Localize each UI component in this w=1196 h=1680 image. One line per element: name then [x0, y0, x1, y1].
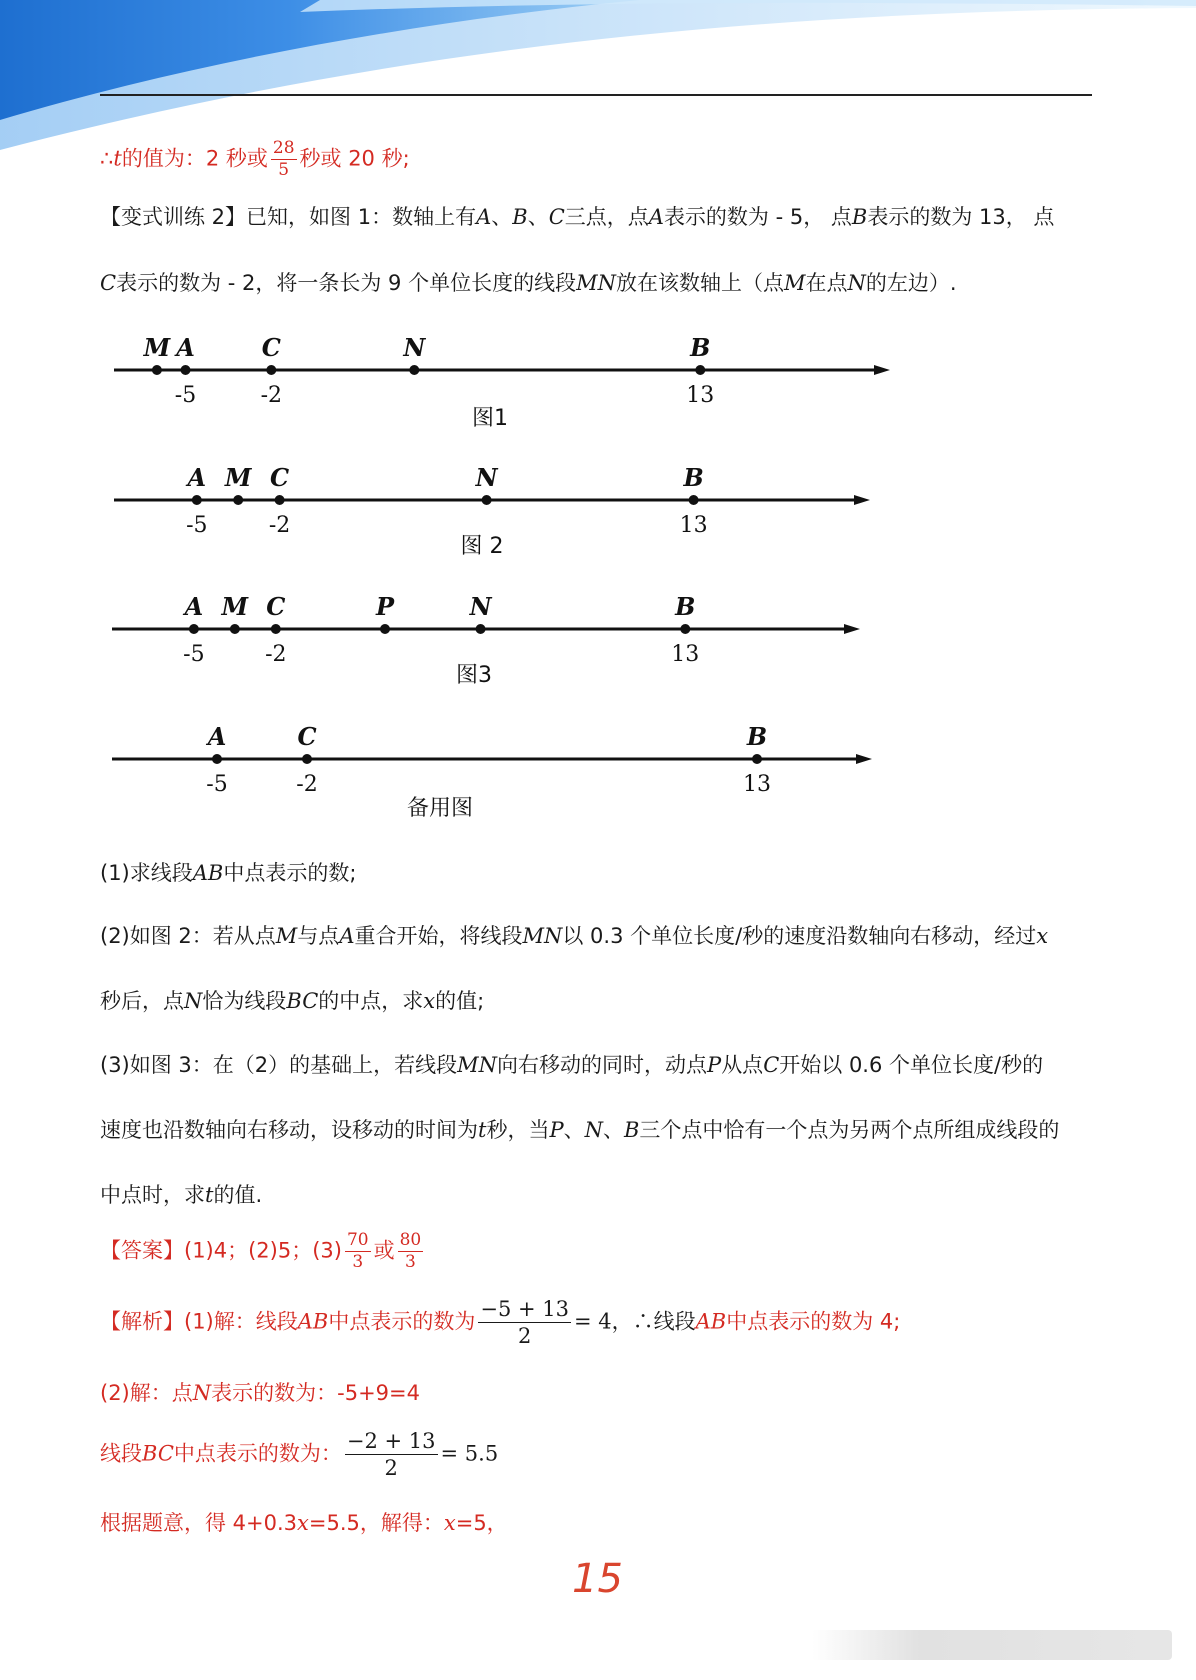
point-label-C: C: [261, 333, 281, 362]
tick-label: 13: [671, 642, 700, 667]
tick-label: 13: [743, 772, 771, 797]
text: = 5.5: [440, 1441, 499, 1466]
variable: MN: [522, 924, 563, 948]
point-C: [266, 365, 276, 375]
point-label-A: A: [176, 333, 195, 362]
text: 的值为：2 秒或: [121, 146, 268, 171]
tick-label: -5: [206, 772, 228, 797]
fraction: [345, 1428, 438, 1481]
answer-line: [100, 1230, 1100, 1273]
point-label-P: P: [375, 592, 395, 621]
explanation-line-2: [100, 1378, 1100, 1408]
text: 与点: [297, 924, 340, 948]
point-B: [752, 754, 762, 764]
point-B: [689, 495, 699, 505]
fraction: [478, 1296, 571, 1349]
text: ∴: [100, 146, 114, 171]
tick-label: -5: [186, 513, 208, 538]
text: 从点: [721, 1053, 764, 1077]
fraction: [398, 1230, 424, 1273]
point-M: [152, 365, 162, 375]
numerator: −2 + 13: [346, 1429, 436, 1453]
text: 、: [602, 1118, 624, 1142]
variable: M: [275, 924, 298, 948]
point-M: [233, 495, 243, 505]
denominator: 2: [478, 1322, 571, 1349]
point-label-B: B: [675, 592, 696, 621]
question-2-line-1: [100, 921, 1100, 951]
point-A: [192, 495, 202, 505]
point-C: [302, 754, 312, 764]
variable: x: [1036, 924, 1049, 948]
variable: P: [549, 1118, 564, 1142]
explanation-line-1: [100, 1296, 1100, 1349]
text: 中点表示的数;: [223, 861, 357, 885]
point-P: [380, 624, 390, 634]
figure-3: [112, 592, 860, 688]
variable: A: [648, 205, 664, 229]
point-label-N: N: [469, 592, 492, 621]
tick-label: -2: [265, 642, 287, 667]
variable: C: [100, 271, 117, 295]
figure-backup: [112, 722, 872, 821]
axis-arrow-icon: [854, 495, 870, 505]
numerator: −5 + 13: [480, 1297, 569, 1321]
text: 中点表示的数为: [328, 1309, 476, 1334]
axis-arrow-icon: [844, 624, 860, 634]
variable: C: [763, 1053, 780, 1077]
text: 开始以 0.6 个单位长度/秒的: [779, 1053, 1044, 1077]
text: 以 0.3 个单位长度/秒的速度沿数轴向右移动，经过: [562, 924, 1037, 948]
tick-label: -5: [183, 642, 205, 667]
denominator: 5: [271, 159, 297, 181]
text: 秒后，点: [100, 989, 184, 1013]
denominator: 3: [345, 1251, 371, 1273]
figure-1: [114, 333, 890, 431]
text: 【变式训练 2】已知，如图 1：数轴上有: [100, 205, 477, 229]
point-label-A: A: [207, 722, 227, 751]
figure-caption: 图3: [456, 663, 492, 688]
explanation-line-4: [100, 1508, 1100, 1538]
text: 表示的数为 - 2，将一条长为 9 个单位长度的线段: [116, 271, 577, 295]
variable: M: [783, 271, 806, 295]
point-label-B: B: [690, 333, 711, 362]
question-2-line-2: [100, 986, 1100, 1016]
text: =5.5，解得：: [308, 1511, 444, 1535]
text: 放在该数轴上（点: [615, 271, 784, 295]
variable: x: [443, 1511, 456, 1535]
text: =5，: [455, 1511, 508, 1535]
text: 三个点中恰有一个点为另两个点所组成线段的: [639, 1118, 1060, 1142]
variable: AB: [192, 861, 224, 885]
text: 的左边）.: [865, 271, 957, 295]
point-label-B: B: [683, 463, 704, 492]
variable: t: [113, 146, 122, 171]
text: 中点表示的数为：: [173, 1441, 342, 1466]
variable: BC: [286, 989, 319, 1013]
text: 的值.: [213, 1183, 263, 1207]
text: 中点表示的数为 4;: [726, 1309, 901, 1334]
variable: x: [423, 989, 436, 1013]
text: 恰为线段: [202, 989, 287, 1013]
variable: t: [478, 1118, 487, 1142]
variable: P: [707, 1053, 722, 1077]
text: 或: [373, 1238, 395, 1263]
question-3-line-2: [100, 1115, 1100, 1145]
tick-label: -5: [174, 383, 197, 408]
tick-label: 13: [686, 383, 715, 408]
point-label-M: M: [143, 333, 171, 362]
numerator: 28: [272, 138, 295, 158]
watermark: [812, 1630, 1172, 1660]
figure-caption: 图1: [472, 406, 508, 431]
point-C: [275, 495, 285, 505]
question-1: [100, 858, 1100, 888]
point-N: [476, 624, 486, 634]
text: 、: [527, 205, 549, 229]
tick-label: -2: [260, 383, 283, 408]
figure-caption: 备用图: [406, 796, 474, 821]
tick-label: 13: [679, 513, 708, 538]
point-N: [409, 365, 419, 375]
point-B: [695, 365, 705, 375]
variable: MN: [457, 1053, 498, 1077]
variable: N: [192, 1381, 212, 1405]
text: 线段: [100, 1441, 142, 1466]
point-label-C: C: [266, 592, 286, 621]
point-C: [271, 624, 281, 634]
numerator: 70: [346, 1230, 369, 1250]
point-label-M: M: [224, 463, 252, 492]
denominator: 2: [345, 1454, 438, 1481]
variable: t: [205, 1183, 214, 1207]
point-label-N: N: [403, 333, 426, 362]
text: (3)如图 3：在（2）的基础上，若线段: [100, 1053, 458, 1077]
axis-arrow-icon: [856, 754, 872, 764]
tick-label: -2: [268, 513, 291, 538]
point-label-M: M: [221, 592, 249, 621]
question-3-line-1: [100, 1050, 1100, 1080]
text: (2)如图 2：若从点: [100, 924, 276, 948]
text: 重合开始，将线段: [354, 924, 523, 948]
variable: C: [548, 205, 565, 229]
text: 根据题意，得 4+0.3: [100, 1511, 298, 1535]
variable: B: [623, 1118, 640, 1142]
denominator: 3: [398, 1251, 424, 1273]
variable: B: [512, 205, 528, 229]
point-A: [189, 624, 199, 634]
point-label-B: B: [746, 722, 768, 751]
variable: AB: [695, 1309, 727, 1334]
variable: AB: [297, 1309, 329, 1334]
text: (1)求线段: [100, 861, 193, 885]
text: = 4，∴线段: [573, 1309, 696, 1334]
variable: MN: [576, 271, 616, 295]
point-N: [482, 495, 492, 505]
text: 表示的数为 13， 点: [867, 205, 1055, 229]
variable: BC: [142, 1441, 174, 1466]
text: 向右移动的同时，动点: [497, 1053, 708, 1077]
numerator: 80: [399, 1230, 422, 1250]
text: 秒，当: [486, 1118, 550, 1142]
variable: A: [339, 924, 355, 948]
text: 在点: [805, 271, 848, 295]
text: 的中点，求: [318, 989, 424, 1013]
text: (2)解：点: [100, 1381, 193, 1405]
page-number: 15: [572, 1556, 623, 1602]
axis-arrow-icon: [874, 365, 890, 375]
variable: N: [184, 989, 203, 1013]
point-label-C: C: [270, 463, 290, 492]
text: 【解析】(1)解：线段: [100, 1309, 298, 1334]
variable: x: [297, 1511, 309, 1535]
text: 、: [563, 1118, 585, 1142]
variable: N: [847, 271, 866, 295]
point-B: [680, 624, 690, 634]
point-label-A: A: [184, 592, 204, 621]
text: 速度也沿数轴向右移动，设移动的时间为: [100, 1118, 478, 1142]
fraction: [345, 1230, 371, 1273]
figure-2: [114, 463, 870, 559]
figure-caption: 图 2: [460, 534, 504, 559]
text: 【答案】(1)4；(2)5；(3): [100, 1238, 342, 1263]
text: 的值;: [435, 989, 485, 1013]
point-label-C: C: [297, 722, 317, 751]
point-A: [181, 365, 191, 375]
text: 秒或 20 秒;: [299, 146, 410, 171]
point-label-A: A: [187, 463, 207, 492]
text: 三点，点: [564, 205, 649, 229]
explanation-line-3: [100, 1428, 1100, 1481]
text: 表示的数为：-5+9=4: [211, 1381, 420, 1405]
variable: N: [584, 1118, 603, 1142]
variable: B: [851, 205, 868, 229]
point-label-N: N: [475, 463, 498, 492]
point-A: [212, 754, 222, 764]
question-3-line-3: [100, 1180, 1100, 1210]
variable: A: [476, 205, 492, 229]
text: 、: [491, 205, 513, 229]
point-M: [230, 624, 240, 634]
text: 中点时，求: [100, 1183, 205, 1207]
text: 表示的数为 - 5， 点: [663, 205, 852, 229]
tick-label: -2: [296, 772, 318, 797]
